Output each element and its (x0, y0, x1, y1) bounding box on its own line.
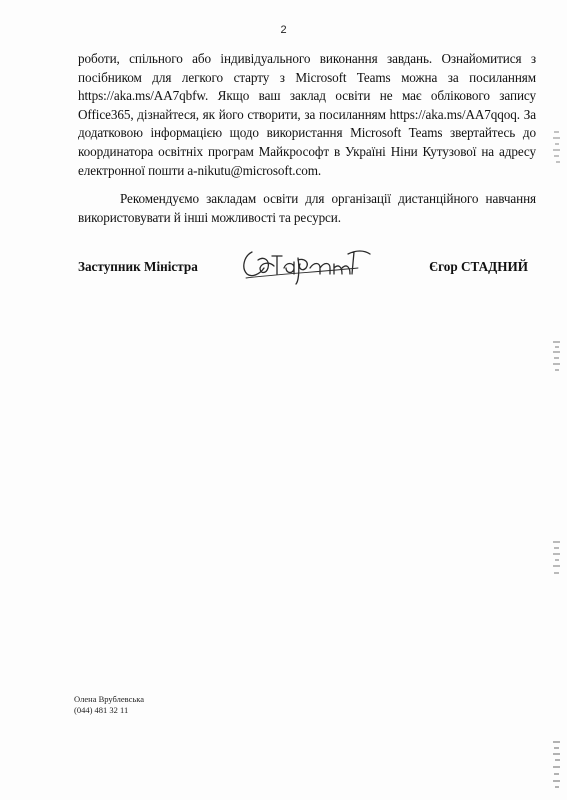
footer-phone: (044) 481 32 11 (74, 705, 129, 715)
body-text (78, 50, 536, 227)
scan-edge-mark (551, 130, 561, 170)
signatory-title: Заступник Міністра (78, 259, 198, 274)
footer-contact (74, 694, 144, 716)
paragraph-2: Рекомендуємо закладам освіти для організації дистанційного навчання використовувати й інші можливості та ресурси. (78, 191, 536, 225)
handwritten-signature (238, 238, 378, 288)
footer-author: Олена Врублевська (74, 694, 145, 704)
signatory-name: Єгор СТАДНИЙ (429, 259, 528, 274)
scan-edge-mark (551, 340, 561, 376)
scan-edge-mark (551, 540, 561, 580)
page-number: 2 (280, 24, 287, 36)
paragraph-1: роботи, спільного або індивідуального виконання завдань. Ознайомитися з посібником для легкого старту з Microsoft Teams можна за посиланням https://aka.ms/AA7qbfw. Якщо ваш заклад освіти не має облікового запису Office365, дізнайтеся, як його створити, за посиланням https://aka.ms/AA7qqoq. За додатковою інформацією щодо використання Microsoft Teams звертайтесь до координатора освітніх програм Майкрософт в Україні Ніни Кутузової на адресу електронної пошти a-nikutu@microsoft.com. (78, 51, 536, 178)
scan-edge-mark (551, 740, 561, 790)
